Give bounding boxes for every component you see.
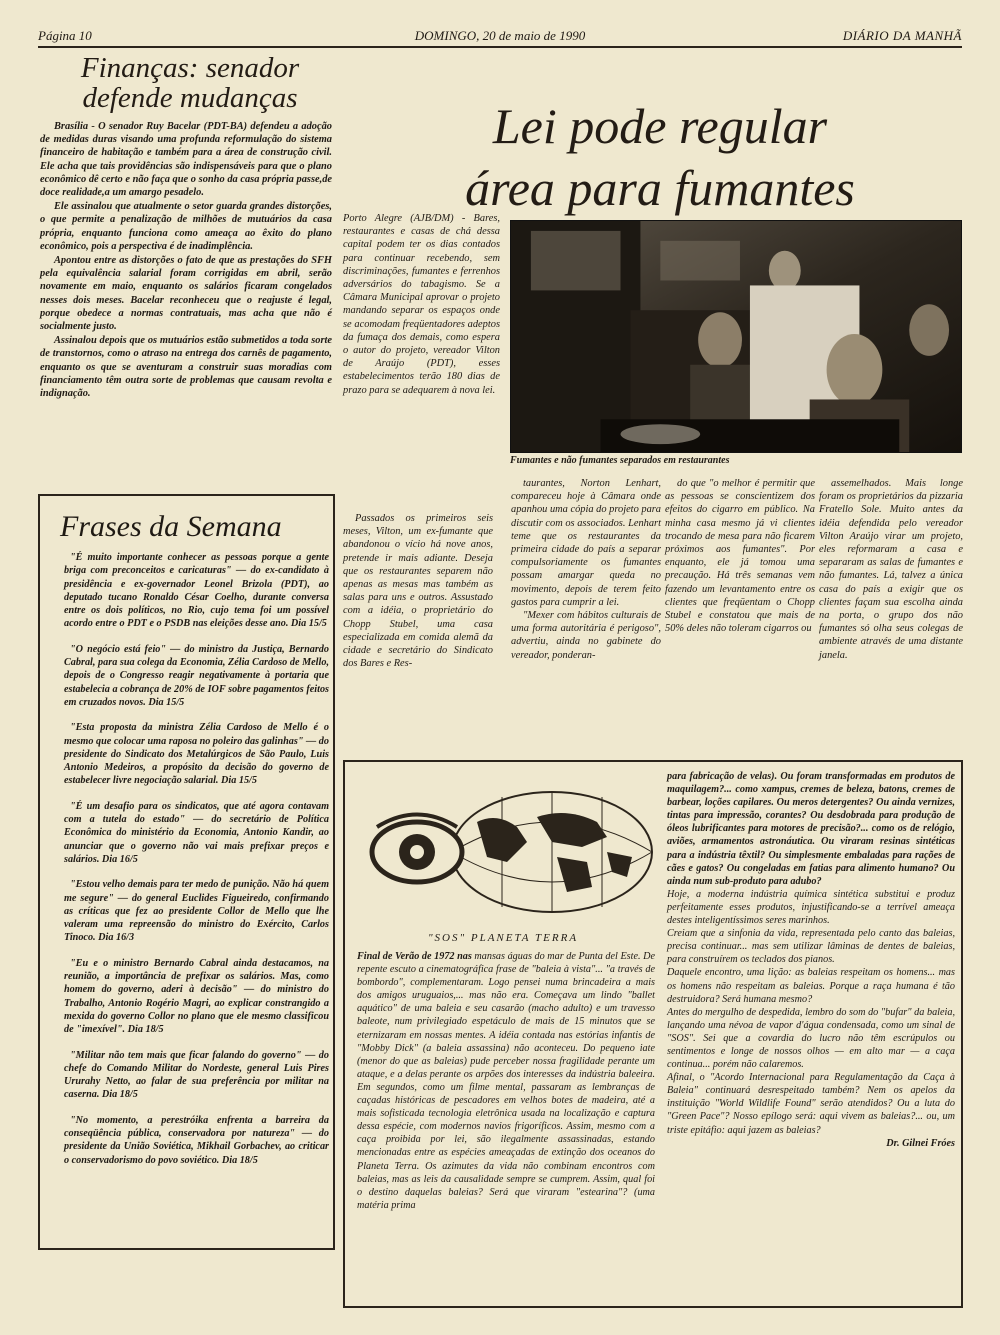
quote-item: "No momento, a perestróika enfrenta a barreira da conseqüência pública, conservadora por natureza" — do presidente da União Soviética, Mikhail Gorbachev, ao criticar o conservadorismo do povo soviético. Dia 18/5 xyxy=(64,1114,329,1166)
page-number: Página 10 xyxy=(38,28,92,43)
lei-lead-column: Porto Alegre (AJB/DM) - Bares, restaurantes e casas de chá dessa capital podem ter os dias contados para continuar recebendo, sem discriminações, fumantes e ferrenhos adversários do tabagismo. Se a Câmara Municipal aprovar o projeto mandando separar os espaços onde se acomodam freqüentadores adeptos da fumaça dos demais, como espera o autor do projeto, vereador Vilton de Araújo (PDT), esses estabelecimentos terão 180 dias de prazo para se adequarem à nova lei. xyxy=(343,213,500,396)
sos-column-2-para: Antes do mergulho de despedida, lembro do som do "bufar" da baleia, lançando uma névoa de vapor d'água condensada, como um sinal de "SOS". Sei que a covardia do lucro não têm escrúpulos ou sentimentos e longe de nossos olhos — em alto mar — a caça continua... porém não calaremos. xyxy=(667,1006,955,1071)
sos-column-2-para: Hoje, a moderna indústria química sintética substitui e produz perfeitamente esses produtos, injustificando-se a terrível ameaça destes inteligentíssimos seres marinhos. xyxy=(667,888,955,927)
author-signature: Dr. Gilnei Fróes xyxy=(886,1137,955,1149)
lei-column-3 xyxy=(511,477,661,662)
frases-box xyxy=(38,494,335,1250)
running-header xyxy=(38,28,962,46)
sos-lead: Final de Verão de 1972 nas xyxy=(357,951,472,962)
lei-column-5-text: assemelhados. Mais longe foram os proprietários da pizzaria Fratello Sole. Muito antes da idéia defendida pelo vereador Vilton Araújo virar um projeto, eles reformaram a casa e separaram as salas de fumantes e não fumantes. Lá, talvez a única casa do país a exigir que os clientes façam sua escolha ainda na porta, o grupo dos não fumantes só olha seus colegas de ambiente através de uma distante janela. xyxy=(819,478,963,661)
restaurant-photo-illustration xyxy=(511,221,961,452)
photo-caption: Fumantes e não fumantes separados em restaurantes xyxy=(510,455,730,466)
sos-column-1 xyxy=(357,950,655,1212)
sos-column-2-para: Daquele encontro, uma lição: as baleias respeitam os homens... mas os homens não respeitam as baleias. Porque a raça humana é tão destruidora? Será humana mesmo? xyxy=(667,967,955,1005)
sos-logo-caption: "SOS" PLANETA TERRA xyxy=(427,932,579,944)
lei-column-3b-text: "Mexer com hábitos culturais de uma forma autoritária é perigoso", advertiu, ainda no gabinete do vereador, ponderan- xyxy=(511,610,661,661)
lei-headline xyxy=(360,95,960,219)
sos-column-2-para: Creiam que a sinfonia da vida, representada pelo canto das baleias, precisa continuar... mas sem utilizar lâminas de dentes de baleias, para construírem os teclados dos pianos. xyxy=(667,928,955,966)
financas-headline: Finanças: senador defende mudanças xyxy=(80,52,300,114)
quote-item: "Estou velho demais para ter medo de punição. Não há quem me segure" — do general Euclides Figueiredo, confirmando as críticas que fez ao presidente Collor de Mello que lhe valeram uma repreensão do ministro do Exército, Carlos Tinoco. Dia 16/3 xyxy=(64,879,329,944)
globe-eye-logo-icon xyxy=(357,772,655,932)
quote-item: "Esta proposta da ministra Zélia Cardoso de Mello é o mesmo que colocar uma raposa no poleiro das galinhas" — do presidente do Sindicato dos Metalúrgicos de São Paulo, Luis Antonio Medeiros, a propósito da decisão do governo de estabelecer livre negociação salarial. Dia 15/5 xyxy=(64,722,329,787)
lei-column-3a-text: taurantes, Norton Lenhart, compareceu hoje à Câmara onde apanhou uma cópia do projeto para discutir com os associados. Lenhart teme que os restaurantes da primeira cidade do país a separar compulsoriamente os fumantes possam amargar queda no movimento, depois de terem feito gastos para cumprir a lei. xyxy=(511,478,661,608)
sos-planeta-terra-box xyxy=(343,760,963,1308)
lei-headline-line2: área para fumantes xyxy=(465,160,855,216)
frases-title: Frases da Semana xyxy=(60,510,282,543)
lei-column-5 xyxy=(819,477,963,662)
lei-column-2 xyxy=(343,512,493,670)
frases-quotes xyxy=(64,551,329,1179)
newspaper-name: DIÁRIO DA MANHÃ xyxy=(842,28,962,43)
financas-paragraph: Ele assinalou que atualmente o setor guarda grandes distorções, o que permite a penalização de milhões de mutuários da casa própria, enquanto funciona como ameaça ao êxito do plano econômico, pois a perspectiva é de inadimplência. xyxy=(40,201,332,252)
lei-column-4-text: do que "o melhor é permitir que as pessoas se conscientizem dos efeitos do cigarro em público. Na minha casa mesmo já vi clientes trocando de mesa para não ficarem próximos aos fumantes". Por enquanto, ele já tomou uma precaução. Há três semanas vem fazendo um levantamento entre os clientes que freqüentam o Chopp Stubel e constatou que mais de 50% deles não toleram cigarros ou xyxy=(665,478,815,635)
financas-paragraph: Brasília - O senador Ruy Bacelar (PDT-BA) defendeu a adoção de medidas duras visando uma profunda reformulação do sistema financeiro de habitação e também para a área de construção civil. Ele acha que tais providências são indispensáveis para que o plano econômico dê certo e não faça que o sonho da casa própria passe,de doce realidade,a um amargo pesadelo. xyxy=(40,121,332,199)
lei-column-2-text: Passados os primeiros seis meses, Vilton, um ex-fumante que abandonou o vício há nove anos, pretende ir mais adiante. Deseja que os restaurantes separem não apenas as mesas mas também as salas para uns e outros. Assustado com a idéia, o proprietário do Chopp Stubel, uma casa especializada em comida alemã da cidade e secretário do Sindicato dos Bares e Res- xyxy=(343,513,493,670)
quote-item: "É muito importante conhecer as pessoas porque a gente briga com preconceitos e caricaturas" — do ex-candidato à presidência e ex-governador Leonel Brizola (PDT), ao deputado tucano Ronaldo César Coelho, durante conversa entre os dois políticos, no Rio, cujo tema foi um possível acordo entre o PDT e o PSDB nas eleições desse ano. Dia 15/5 xyxy=(64,552,329,630)
quote-item: "Eu e o ministro Bernardo Cabral ainda destacamos, na reunião, a importância de prefixar os salários. Mas, como homem do governo, aderi à decisão" — do ministro do Trabalho, Antonio Rogério Magri, ao explicar constrangido a mexida do governo Collor no plano que ele mesmo classificou de "imexível". Dia 18/5 xyxy=(64,957,329,1036)
sos-column-2-para: para fabricação de velas). Ou foram transformadas em produtos de maquilagem?... como xampus, cremes de beleza, batons, cremes de barbear, loções capilares. Ou meros detergentes? Ou ainda vernizes, tintas para impressão, corantes? Ou desdobrada para produção de óleos lubrificantes para motores de precisão?... como os de relógio, aviões, armamentos astronáutica. Ou viraram resinas sintéticas para a indústria têxtil? Ou simplesmente embaladas para rações de cães e gatos? Ou congeladas em fatias para alimento humano? Ou ainda num sub-produto para adubo? xyxy=(667,771,955,887)
issue-date: DOMINGO, 20 de maio de 1990 xyxy=(414,28,586,43)
quote-item: "Militar não tem mais que ficar falando do governo" — do chefe do Comando Militar do Nordeste, general Luis Pires Ururahy Netto, ao falar de sua preferência por militar na caserna. Dia 18/5 xyxy=(64,1049,329,1101)
lei-headline-line1: Lei pode regular xyxy=(492,98,828,154)
financas-article xyxy=(40,120,332,401)
quote-item: "É um desafio para os sindicatos, que até agora contavam com a tutela do estado" — do secretário de Política Econômica do ministério da Economia, Antonio Kandir, ao anunciar que o governo não vai mais prefixar preços e salários. Dia 16/5 xyxy=(64,800,329,865)
lei-body-columns xyxy=(343,467,963,737)
restaurant-photo xyxy=(510,220,962,453)
sos-column-2 xyxy=(667,770,955,1150)
sos-column-1-text: mansas águas do mar de Punta del Este. De repente escuto a cinematográfica frase de "baleia à vista"... "a través de bombordo", complementaram. Logo pensei numa brincadeira a mais dos amigos uruguaios,... mas não era. Começava um lindo "ballet aquático" de uma baleia e seu casarão (macho adulto) e um travesso baleote, num privilegiado espetáculo de mais de 15 minutos que se eternizaram em nossas mentes. A idéia contada nas estórias infantis de "Mobby Dick" (a baleia assassina) não aconteceu. Do pequeno iate (menor do que as baleias) pude perceber nossa fragilidade perante um ataque, e a delas perante os arpões dos interesses da indústria baleeira. Em segundos, como um filme mental, passaram as lembranças de caçadas históricas de pescadores em velhos botes de madeira, até a mais sofisticada tecnologia eletrônica usada na localização e captura dessa espécie, com modernos navios frigoríficos. Assim, mesmo com a caça proibida por lei, são ilegalmente assassinadas, estando mencionadas entre as espécies ameaçadas de extinção dos oceanos do Planeta Terra. Os azimutes da vida não combinam encontros com baleias, mas as leis da causalidade sempre se cumprem. Assim, qual foi o destino daquelas baleias? Será que viraram "estearina"? (uma matéria prima xyxy=(357,951,655,1211)
financas-paragraph: Assinalou depois que os mutuários estão submetidos a toda sorte de transtornos, como o atraso na entrega dos carnês de pagamento, enquanto os que se aventuram a construir suas moradias com financiamento têm outra sorte de problemas que causam revolta e indignação. xyxy=(40,335,332,400)
sos-column-2-para: Afinal, o "Acordo Internacional para Regulamentação da Caça à Baleia" continuará desrespeitado também? Nem os apelos da instituição "World Wildlife Found" serão atendidos? Ou a luta do "Green Pace"? Nosso epílogo será: aqui vivem as baleias?... ou, um triste epitáfio: aqui jazem as baleias? xyxy=(667,1072,955,1136)
lei-column-4 xyxy=(665,477,815,635)
header-rule xyxy=(38,46,962,48)
financas-paragraph: Apontou entre as distorções o fato de que as prestações do SFH pela equivalência salarial foram corrigidas em abril, serão novamente em maio, enquanto os salários ficaram congelados nesses dois meses. Bacelar reconheceu que o reajuste é legal, porque obedece a normas contratuais, mas acha que não é socialmente justo. xyxy=(40,255,332,333)
quote-item: "O negócio está feio" — do ministro da Justiça, Bernardo Cabral, para sua colega da Economia, Zélia Cardoso de Mello, depois de o Congresso reagir negativamente à portaria que estabelecia a cobrança de 20% de IOF sobre pagamentos feitos em cruzados novos. Dia 15/5 xyxy=(64,643,329,708)
